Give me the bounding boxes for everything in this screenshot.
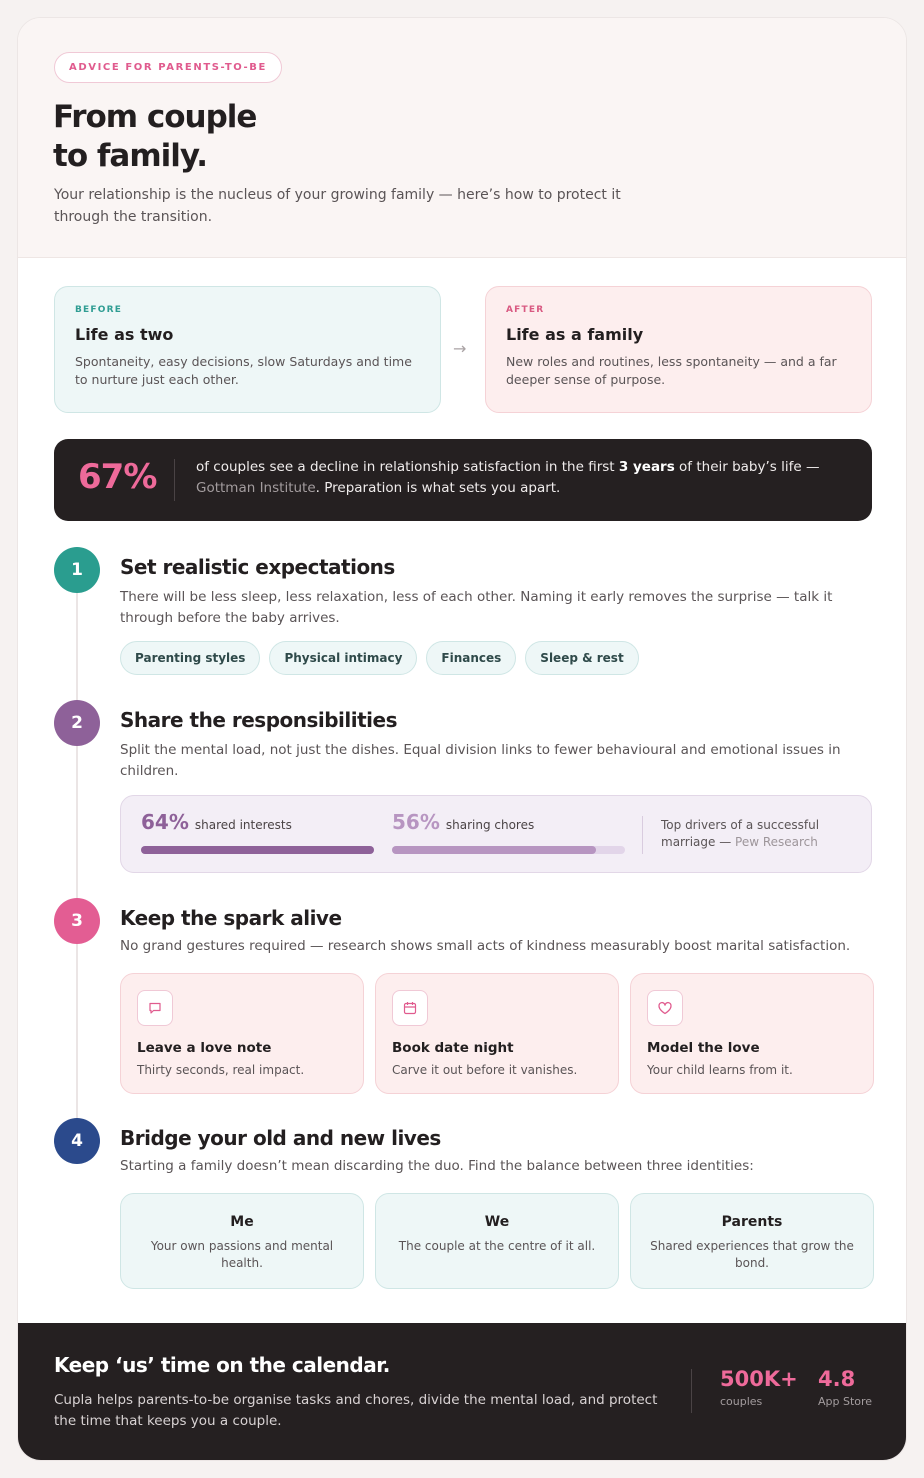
note-source: Pew Research <box>735 835 818 849</box>
bar-sharing-chores <box>392 810 625 834</box>
metric-value: 4.8 <box>818 1367 856 1391</box>
tile-text: Your child learns from it. <box>647 1063 793 1077</box>
message-icon <box>137 990 173 1026</box>
stat-text-bold: 3 years <box>618 459 675 475</box>
bar-label: shared interests <box>194 818 292 832</box>
infographic-card <box>17 17 907 1461</box>
bars-note <box>661 817 851 851</box>
metric-rating <box>818 1367 872 1408</box>
bars-divider <box>642 816 643 854</box>
chip-physical-intimacy[interactable]: Physical intimacy <box>269 641 417 675</box>
stat-text-part: . Preparation is what sets you apart. <box>315 480 561 496</box>
after-title: Life as a family <box>506 325 644 344</box>
after-text: New roles and routines, less spontaneity — and a far deeper sense of purpose. <box>506 354 837 387</box>
arrow-right-icon: → <box>453 339 467 358</box>
note-text: Top drivers of a successful marriage — <box>661 818 820 849</box>
stat-banner <box>54 439 872 521</box>
bar-percent: 56% <box>392 810 440 834</box>
page-title <box>53 98 453 176</box>
eyebrow-badge: ADVICE FOR PARENTS-TO-BE <box>54 52 282 83</box>
heart-icon <box>647 990 683 1026</box>
metric-value: 500K+ <box>720 1367 798 1391</box>
tile-title: Leave a love note <box>137 1040 272 1056</box>
footer-cta <box>18 1323 907 1461</box>
step-text: There will be less sleep, less relaxation, less of each other. Naming it early removes the surprise — talk it through before the baby arrives. <box>120 589 833 626</box>
step-number: 3 <box>54 898 100 944</box>
tile-me <box>120 1193 364 1289</box>
bar-fill <box>141 846 374 854</box>
tile-text: Thirty seconds, real impact. <box>137 1063 305 1077</box>
stat-source: Gottman Institute <box>196 480 316 496</box>
bar-fill <box>392 846 596 854</box>
step-text: No grand gestures required — research shows small acts of kindness measurably boost marital satisfaction. <box>120 938 851 954</box>
tile-title: We <box>484 1214 510 1230</box>
after-card <box>485 286 872 413</box>
chip-sleep-rest[interactable]: Sleep & rest <box>525 641 638 675</box>
step-title: Share the responsibilities <box>120 708 398 732</box>
step-number: 1 <box>54 547 100 593</box>
tile-title: Model the love <box>647 1040 760 1056</box>
stat-divider <box>174 459 175 501</box>
tile-date-night <box>375 973 619 1094</box>
stat-text-part: of their baby’s life — <box>674 459 820 475</box>
calendar-icon <box>392 990 428 1026</box>
bar-track <box>392 846 625 854</box>
step-title: Bridge your old and new lives <box>120 1126 441 1150</box>
tile-title: Me <box>230 1214 254 1230</box>
stats-bars <box>120 795 872 873</box>
chip-parenting-styles[interactable]: Parenting styles <box>120 641 260 675</box>
step-text: Split the mental load, not just the dishes. Equal division links to fewer behavioural and emotional issues in children. <box>120 742 841 779</box>
tile-title: Book date night <box>392 1040 514 1056</box>
tile-text: Carve it out before it vanishes. <box>392 1063 578 1077</box>
bar-shared-interests <box>141 810 374 834</box>
topic-chips <box>120 641 639 675</box>
spark-tiles <box>120 973 874 1094</box>
tile-parents <box>630 1193 874 1289</box>
footer-text: Cupla helps parents-to-be organise tasks and chores, divide the mental load, and protect the time that keeps you a couple. <box>54 1392 658 1429</box>
after-tag: AFTER <box>506 305 545 315</box>
identity-tiles <box>120 1193 874 1289</box>
step-3 <box>54 898 872 1098</box>
tile-we <box>375 1193 619 1289</box>
tile-text: Shared experiences that grow the bond. <box>650 1239 854 1270</box>
stat-value: 67% <box>78 457 157 497</box>
chip-finances[interactable]: Finances <box>426 641 516 675</box>
hero-section <box>18 18 907 258</box>
tile-title: Parents <box>721 1214 783 1230</box>
page-subtitle: Your relationship is the nucleus of your growing family — here’s how to protect it through the transition. <box>54 187 621 225</box>
bar-label: sharing chores <box>445 818 535 832</box>
step-4 <box>54 1118 872 1298</box>
bar-track <box>141 846 374 854</box>
footer-title: Keep ‘us’ time on the calendar. <box>54 1353 390 1377</box>
step-1 <box>54 547 872 687</box>
before-card <box>54 286 441 413</box>
step-title: Keep the spark alive <box>120 906 342 930</box>
before-title: Life as two <box>75 325 174 344</box>
tile-text: Your own passions and mental health. <box>150 1239 334 1270</box>
tile-love-note <box>120 973 364 1094</box>
tile-text: The couple at the centre of it all. <box>398 1239 596 1253</box>
title-line-2: to family. <box>53 138 208 174</box>
step-number: 2 <box>54 700 100 746</box>
before-tag: BEFORE <box>75 305 123 315</box>
tile-model-love <box>630 973 874 1094</box>
step-text: Starting a family doesn’t mean discarding the duo. Find the balance between three identities: <box>120 1158 754 1174</box>
metric-label: App Store <box>818 1395 873 1408</box>
bar-percent: 64% <box>141 810 189 834</box>
title-line-1: From couple <box>53 99 257 135</box>
step-2 <box>54 700 872 880</box>
metric-couples <box>720 1367 798 1408</box>
stat-text-part: of couples see a decline in relationship satisfaction in the first <box>196 459 619 475</box>
metric-label: couples <box>720 1395 763 1408</box>
footer-divider <box>691 1369 692 1413</box>
stat-text <box>196 457 836 499</box>
before-text: Spontaneity, easy decisions, slow Saturdays and time to nurture just each other. <box>75 354 412 387</box>
step-title: Set realistic expectations <box>120 555 395 579</box>
step-number: 4 <box>54 1118 100 1164</box>
